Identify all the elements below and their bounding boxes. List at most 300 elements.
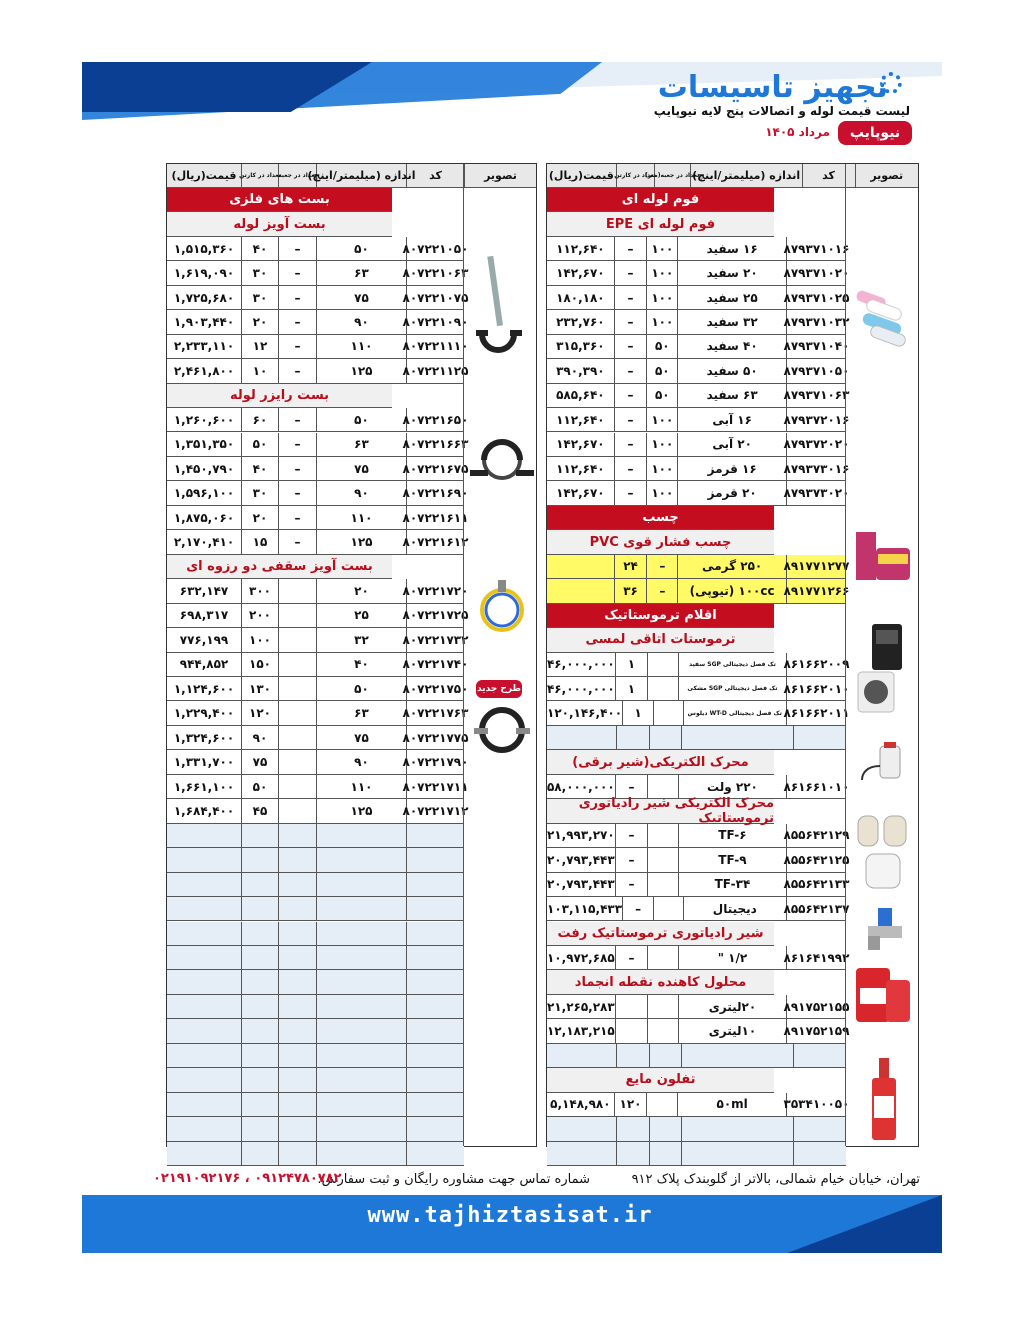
cell-size: ۹۰ bbox=[316, 310, 406, 333]
cell-box: ۱۰۰ bbox=[646, 261, 677, 284]
ceiling-clamp-image bbox=[470, 578, 534, 636]
cell-carton: – bbox=[614, 384, 647, 407]
table-row bbox=[547, 286, 850, 310]
cell-price bbox=[547, 726, 616, 749]
cell-box bbox=[647, 848, 678, 871]
cell-price bbox=[167, 995, 241, 1018]
cell-price: ۱۴۲,۶۷۰ bbox=[556, 486, 605, 501]
cell-size: ۹۰ bbox=[316, 481, 406, 504]
cell-price: ۱۸۰,۱۸۰ bbox=[556, 290, 605, 305]
header-image: تصویر bbox=[855, 164, 919, 187]
cell-size: ۱۱۰ bbox=[316, 775, 406, 798]
cell-carton: ۱ bbox=[615, 677, 647, 700]
table-row bbox=[547, 237, 850, 261]
subsection-title bbox=[167, 384, 392, 408]
section-title bbox=[547, 604, 774, 628]
cell-price: ۱۰,۹۷۲,۶۸۵ bbox=[546, 950, 615, 965]
cell-code: ۸۷۹۳۷۲۰۲۰ bbox=[786, 433, 846, 456]
cell-size: ۲۰ آبی bbox=[677, 433, 786, 456]
gear-icon bbox=[880, 72, 902, 94]
cell-code: ۸۷۹۳۷۳۰۱۶ bbox=[786, 457, 846, 480]
table-row bbox=[546, 653, 850, 677]
cell-box bbox=[649, 726, 681, 749]
cell-box bbox=[649, 1117, 681, 1140]
empty-row bbox=[167, 1117, 464, 1141]
cell-code bbox=[793, 1117, 846, 1140]
cell-carton bbox=[241, 946, 278, 969]
cell-price bbox=[547, 1044, 616, 1067]
cell-size: ۳۲ bbox=[316, 628, 406, 651]
cell-code bbox=[406, 1019, 464, 1042]
cell-price: ۱,۳۵۱,۳۵۰ bbox=[173, 437, 235, 452]
empty-row bbox=[167, 1093, 464, 1117]
cell-price: ۲۰,۷۹۳,۴۴۳ bbox=[546, 877, 615, 892]
empty-row bbox=[547, 726, 846, 750]
cell-size: ۷۵ bbox=[316, 286, 406, 309]
cell-box bbox=[647, 946, 678, 969]
table-row bbox=[546, 677, 850, 701]
cell-code bbox=[406, 873, 464, 896]
empty-row bbox=[547, 1117, 846, 1141]
cell-size: ۳۲ سفید bbox=[677, 310, 786, 333]
cell-price bbox=[167, 1019, 241, 1042]
cell-code bbox=[793, 1142, 846, 1165]
cell-price: ۴۶,۰۰۰,۰۰۰ bbox=[546, 657, 615, 672]
table-row bbox=[546, 848, 850, 872]
cell-size: دیجیتال bbox=[683, 897, 786, 920]
cell-size: ۱۱۰ bbox=[316, 335, 406, 358]
cell-carton bbox=[241, 995, 278, 1018]
table-row bbox=[167, 506, 469, 530]
cell-box bbox=[647, 653, 678, 676]
cell-box bbox=[653, 701, 682, 724]
cell-size: ۱۲۵ bbox=[316, 359, 406, 382]
table-row bbox=[547, 310, 850, 334]
table-row bbox=[167, 628, 469, 652]
cell-box: ۱۰۰ bbox=[646, 237, 677, 260]
cell-size: ۵۰ bbox=[316, 677, 406, 700]
table-row bbox=[167, 750, 469, 774]
cell-box: – bbox=[278, 481, 316, 504]
cell-price bbox=[167, 946, 241, 969]
cell-box bbox=[647, 995, 678, 1018]
cell-size: ۶۳ bbox=[316, 433, 406, 456]
electric-actuator-image bbox=[856, 740, 908, 782]
cell-code: ۸۰۷۲۲۱۷۹۰ bbox=[406, 750, 464, 773]
subsection-title bbox=[547, 750, 774, 774]
cell-size bbox=[681, 1117, 793, 1140]
cell-size: ۵۰ bbox=[316, 237, 406, 260]
table-row bbox=[167, 653, 469, 677]
table-row bbox=[167, 701, 469, 725]
subsection-title bbox=[547, 1068, 774, 1092]
cell-code: ۸۰۷۲۲۱۶۷۵ bbox=[406, 457, 464, 480]
table-row bbox=[167, 726, 469, 750]
subsection-label: بست آویز لوله bbox=[233, 216, 326, 232]
table-row bbox=[167, 237, 469, 261]
cell-size: ۶۳ bbox=[316, 701, 406, 724]
table-row bbox=[167, 799, 469, 823]
cell-carton: – bbox=[614, 310, 647, 333]
cell-code: ۸۹۱۷۵۲۱۵۵ bbox=[786, 995, 846, 1018]
cell-carton: ۹۰ bbox=[241, 726, 278, 749]
empty-row bbox=[167, 946, 464, 970]
cell-code bbox=[406, 824, 464, 847]
cell-size: ۷۵ bbox=[316, 457, 406, 480]
subsection-label: شیر رادیاتوری ترموستاتیک رفت bbox=[557, 925, 764, 941]
cell-size: تک فصل دیجیتالی SGP مشکی bbox=[678, 677, 786, 700]
date-label: مرداد ۱۴۰۵ bbox=[765, 125, 830, 139]
cell-carton: ۱۵۰ bbox=[241, 653, 278, 676]
cell-size: ۱۰لیتری bbox=[678, 1019, 786, 1042]
cell-box bbox=[278, 579, 316, 602]
cell-size: ۱۰۰cc (تیوپی) bbox=[677, 579, 786, 602]
empty-row bbox=[547, 1142, 846, 1166]
cell-box bbox=[278, 1068, 316, 1091]
section-label: اقلام ترموستاتیک bbox=[604, 607, 717, 623]
cell-size bbox=[316, 873, 406, 896]
cell-size: ۲۵ سفید bbox=[677, 286, 786, 309]
cell-size: ۲۰ سفید bbox=[677, 261, 786, 284]
cell-box: – bbox=[278, 530, 316, 553]
section-title bbox=[547, 188, 774, 212]
cell-code bbox=[406, 897, 464, 920]
cell-box bbox=[278, 897, 316, 920]
cell-carton bbox=[241, 1044, 278, 1067]
header-price: قیمت(ریال) bbox=[548, 169, 614, 182]
cell-price: ۱۴۲,۶۷۰ bbox=[556, 266, 605, 281]
cell-carton bbox=[616, 726, 650, 749]
cell-price: ۱,۶۶۱,۱۰۰ bbox=[173, 779, 235, 794]
cell-box bbox=[649, 1044, 681, 1067]
cell-carton bbox=[241, 848, 278, 871]
cell-carton bbox=[241, 897, 278, 920]
table-row bbox=[547, 457, 850, 481]
cell-carton bbox=[241, 1142, 278, 1165]
cell-size bbox=[681, 1044, 793, 1067]
table-row bbox=[167, 286, 469, 310]
cell-size bbox=[316, 1117, 406, 1140]
empty-row bbox=[167, 970, 464, 994]
cell-price: ۱,۲۲۹,۴۰۰ bbox=[173, 706, 235, 721]
table-row bbox=[547, 897, 850, 921]
cell-size: TF-۹ bbox=[678, 848, 786, 871]
cell-box: ۵۰ bbox=[646, 359, 677, 382]
table-row bbox=[167, 481, 469, 505]
cell-box bbox=[278, 1142, 316, 1165]
cell-carton: – bbox=[614, 237, 647, 260]
cell-size bbox=[316, 1093, 406, 1116]
cell-carton: ۱۲۰ bbox=[614, 1093, 647, 1116]
cell-carton: – bbox=[614, 286, 647, 309]
table-row bbox=[547, 1093, 850, 1117]
cell-box bbox=[278, 922, 316, 945]
cell-box: ۵۰ bbox=[646, 335, 677, 358]
cell-box bbox=[278, 628, 316, 651]
cell-price: ۲,۱۷۰,۴۱۰ bbox=[173, 535, 235, 550]
cell-box bbox=[278, 995, 316, 1018]
empty-row bbox=[167, 1019, 464, 1043]
cell-carton: – bbox=[614, 335, 647, 358]
cell-carton: ۳۰ bbox=[241, 481, 278, 504]
cell-code bbox=[793, 1044, 846, 1067]
cell-size bbox=[316, 1044, 406, 1067]
subsection-label: ترموستات اتاقی لمسی bbox=[585, 632, 736, 648]
cell-carton bbox=[241, 1117, 278, 1140]
cell-carton: ۴۰ bbox=[241, 237, 278, 260]
cell-code bbox=[406, 1068, 464, 1091]
cell-box: – bbox=[278, 310, 316, 333]
cell-box: ۱۰۰ bbox=[646, 481, 677, 504]
empty-row bbox=[167, 922, 464, 946]
cell-size: ۴۰ سفید bbox=[677, 335, 786, 358]
cell-price bbox=[167, 848, 241, 871]
cell-code: ۸۰۷۲۲۱۷۶۳ bbox=[406, 701, 464, 724]
cell-price: ۱,۹۰۳,۴۴۰ bbox=[173, 314, 235, 329]
cell-code: ۸۰۷۲۲۱۷۱۲ bbox=[406, 799, 464, 822]
cell-code: ۸۶۱۶۶۲۰۰۹ bbox=[786, 653, 846, 676]
cell-box: – bbox=[278, 335, 316, 358]
cell-box bbox=[278, 604, 316, 627]
table-row bbox=[546, 1019, 850, 1043]
cell-carton: ۱۲۰ bbox=[241, 701, 278, 724]
cell-code: ۸۵۵۶۴۲۱۲۵ bbox=[786, 848, 846, 871]
empty-row bbox=[167, 1068, 464, 1092]
cell-price: ۵,۱۴۸,۹۸۰ bbox=[550, 1097, 611, 1112]
foam-pipes-image bbox=[852, 290, 914, 350]
cell-carton bbox=[616, 1044, 650, 1067]
table-row bbox=[547, 261, 850, 285]
cell-code: ۸۰۷۲۲۱۷۲۰ bbox=[406, 579, 464, 602]
header-box: تعداد در جعبه(متر) bbox=[654, 164, 690, 187]
glue-product-image bbox=[852, 526, 914, 586]
cell-code: ۸۰۷۲۲۱۶۵۰ bbox=[406, 408, 464, 431]
logo: تجهیز تاسیسات bbox=[657, 70, 888, 105]
cell-price: ۱۱۲,۶۴۰ bbox=[556, 461, 605, 476]
cell-code: ۸۹۱۷۷۱۲۷۷ bbox=[786, 555, 846, 578]
thermostatic-heads-image bbox=[852, 812, 914, 892]
cell-carton: ۴۰ bbox=[241, 457, 278, 480]
cell-price bbox=[167, 897, 241, 920]
cell-price: ۱۱۲,۶۴۰ bbox=[556, 412, 605, 427]
cell-code: ۸۵۵۶۴۲۱۳۷ bbox=[786, 897, 846, 920]
cell-code bbox=[406, 848, 464, 871]
cell-price: ۹۴۴,۸۵۲ bbox=[179, 657, 229, 672]
cell-box bbox=[646, 1093, 677, 1116]
footer-phones: ۰۲۱۹۱۰۹۲۱۷۶ ، ۰۹۱۲۴۷۸۰۷۸۲ bbox=[153, 1171, 342, 1186]
cell-price bbox=[547, 579, 614, 602]
cell-code: ۸۰۷۲۲۱۰۵۰ bbox=[406, 237, 464, 260]
cell-price bbox=[167, 970, 241, 993]
pipe-hanger-image bbox=[470, 250, 530, 370]
cell-size: ۶۳ سفید bbox=[677, 384, 786, 407]
table-row bbox=[167, 530, 469, 554]
cell-code: ۸۰۷۲۲۱۱۱۰ bbox=[406, 335, 464, 358]
cell-carton bbox=[241, 824, 278, 847]
liquid-teflon-image bbox=[862, 1056, 906, 1144]
cell-size bbox=[316, 946, 406, 969]
table-row bbox=[167, 579, 469, 603]
cell-size: ۵۰ bbox=[316, 408, 406, 431]
image-column-divider bbox=[845, 164, 846, 1146]
cell-size: ۱/۲ " bbox=[678, 946, 786, 969]
subsection-title bbox=[167, 212, 392, 236]
cell-box: ۱۰۰ bbox=[646, 408, 677, 431]
cell-size bbox=[316, 995, 406, 1018]
page-subtitle: لیست قیمت لوله و اتصالات پنج لایه نیوپایپ bbox=[653, 104, 910, 118]
cell-box bbox=[647, 873, 678, 896]
cell-code: ۸۰۷۲۲۱۶۶۳ bbox=[406, 433, 464, 456]
cell-size: ۱۲۵ bbox=[316, 530, 406, 553]
cell-price bbox=[167, 1117, 241, 1140]
cell-code: ۸۷۹۳۷۲۰۱۶ bbox=[786, 408, 846, 431]
rubber-clamp-image bbox=[470, 700, 534, 758]
cell-carton: – bbox=[615, 775, 647, 798]
cell-code bbox=[406, 1117, 464, 1140]
cell-box bbox=[278, 653, 316, 676]
cell-carton bbox=[241, 1019, 278, 1042]
cell-carton: ۳۰۰ bbox=[241, 579, 278, 602]
cell-price bbox=[167, 1093, 241, 1116]
cell-code: ۸۹۱۷۷۱۲۶۶ bbox=[786, 579, 846, 602]
subsection-label: محلول کاهنده نقطه انجماد bbox=[574, 974, 747, 990]
table-row bbox=[547, 433, 850, 457]
cell-carton bbox=[615, 1019, 647, 1042]
cell-carton: ۴۵ bbox=[241, 799, 278, 822]
empty-row bbox=[167, 897, 464, 921]
cell-box: – bbox=[278, 286, 316, 309]
cell-price: ۱,۵۹۶,۱۰۰ bbox=[173, 486, 235, 501]
riser-clamp-image bbox=[470, 430, 534, 490]
cell-size: تک فصل دیجیتالی SGP سفید bbox=[678, 653, 786, 676]
cell-box bbox=[278, 970, 316, 993]
cell-price: ۴۶,۰۰۰,۰۰۰ bbox=[546, 681, 615, 696]
cell-size: ۵۰ سفید bbox=[677, 359, 786, 382]
cell-code: ۸۰۷۲۲۱۷۲۵ bbox=[406, 604, 464, 627]
cell-code: ۸۰۷۲۲۱۶۹۰ bbox=[406, 481, 464, 504]
cell-price: ۱,۱۲۴,۶۰۰ bbox=[173, 681, 235, 696]
cell-size bbox=[316, 1068, 406, 1091]
table-row bbox=[167, 408, 469, 432]
cell-code: ۸۰۷۲۲۱۷۴۰ bbox=[406, 653, 464, 676]
header-price: قیمت(ریال) bbox=[171, 169, 237, 182]
header-size: اندازه (میلیمتر/اینچ) bbox=[690, 164, 802, 187]
cell-price: ۱,۶۸۴,۴۰۰ bbox=[173, 803, 235, 818]
cell-price: ۵۸,۰۰۰,۰۰۰ bbox=[546, 779, 615, 794]
cell-carton: – bbox=[614, 433, 647, 456]
table-row bbox=[547, 408, 850, 432]
cell-size bbox=[681, 726, 793, 749]
cell-box bbox=[278, 750, 316, 773]
footer-address: تهران، خیابان خیام شمالی، بالاتر از گلوبندک پلاک ۹۱۲ bbox=[631, 1172, 920, 1187]
empty-row bbox=[167, 848, 464, 872]
cell-size: ۱۶ قرمز bbox=[677, 457, 786, 480]
cell-price bbox=[167, 824, 241, 847]
cell-size: ۷۵ bbox=[316, 726, 406, 749]
cell-code: ۸۰۷۲۲۱۰۶۳ bbox=[406, 261, 464, 284]
cell-carton: ۵۰ bbox=[241, 775, 278, 798]
cell-code bbox=[406, 1093, 464, 1116]
table-row bbox=[547, 359, 850, 383]
website-link[interactable]: www.tajhiztasisat.ir bbox=[367, 1203, 653, 1228]
cell-code: ۸۷۹۳۷۳۰۲۰ bbox=[786, 481, 846, 504]
cell-code: ۸۰۷۲۲۱۷۷۵ bbox=[406, 726, 464, 749]
header-box: تعداد در جعبه bbox=[278, 164, 316, 187]
cell-size: ۲۵۰ گرمی bbox=[677, 555, 786, 578]
cell-price bbox=[167, 922, 241, 945]
subsection-title bbox=[167, 555, 392, 579]
cell-price: ۱,۳۲۴,۶۰۰ bbox=[173, 730, 235, 745]
cell-box bbox=[278, 848, 316, 871]
cell-code: ۸۰۷۲۲۱۰۹۰ bbox=[406, 310, 464, 333]
cell-code: ۸۷۹۳۷۱۰۶۳ bbox=[786, 384, 846, 407]
cell-carton: ۱۵ bbox=[241, 530, 278, 553]
cell-code: ۸۷۹۳۷۱۰۳۲ bbox=[786, 310, 846, 333]
cell-code bbox=[406, 995, 464, 1018]
cell-price: ۱۱۲,۶۴۰ bbox=[556, 241, 605, 256]
cell-carton: – bbox=[614, 359, 647, 382]
cell-carton bbox=[241, 922, 278, 945]
section-label: چسب bbox=[642, 510, 679, 526]
cell-box: ۱۰۰ bbox=[646, 310, 677, 333]
cell-carton: ۵۰ bbox=[241, 433, 278, 456]
cell-price: ۲۳۲,۷۶۰ bbox=[556, 314, 605, 329]
cell-size: ۲۰ bbox=[316, 579, 406, 602]
cell-code: ۸۰۷۲۲۱۷۵۰ bbox=[406, 677, 464, 700]
cell-box bbox=[649, 1142, 681, 1165]
subsection-title bbox=[547, 212, 774, 236]
cell-price: ۳۹۰,۳۹۰ bbox=[556, 363, 605, 378]
cell-price: ۱۲۰,۱۴۶,۴۰۰ bbox=[547, 706, 623, 721]
section-title bbox=[167, 188, 392, 212]
cell-box bbox=[278, 677, 316, 700]
cell-price bbox=[167, 1044, 241, 1067]
section-title bbox=[547, 506, 774, 530]
cell-box: – bbox=[278, 237, 316, 260]
cell-size bbox=[316, 848, 406, 871]
cell-code: ۸۶۱۶۴۱۹۹۲ bbox=[786, 946, 846, 969]
cell-size: تک فصل دیجیتالی WT-D دیلوس bbox=[683, 701, 786, 724]
cell-price: ۳۱۵,۳۶۰ bbox=[556, 339, 605, 354]
cell-box bbox=[278, 1044, 316, 1067]
cell-price: ۲۰,۷۹۳,۴۴۳ bbox=[546, 852, 615, 867]
cell-price: ۲۱,۲۶۵,۲۸۳ bbox=[546, 999, 615, 1014]
cell-size bbox=[316, 897, 406, 920]
cell-carton bbox=[616, 1117, 650, 1140]
cell-price: ۱,۵۱۵,۳۶۰ bbox=[173, 241, 235, 256]
table-row bbox=[167, 261, 469, 285]
subsection-title bbox=[547, 628, 774, 652]
cell-code: ۸۷۹۳۷۱۰۲۰ bbox=[786, 261, 846, 284]
subsection-title bbox=[547, 795, 774, 826]
empty-row bbox=[167, 873, 464, 897]
cell-box bbox=[278, 1019, 316, 1042]
cell-box bbox=[278, 946, 316, 969]
subsection-label: محرک الکتریکی شیر رادیاتوری ترموستاتیک bbox=[578, 795, 774, 826]
cell-code: ۸۵۵۶۴۲۱۲۹ bbox=[786, 824, 846, 847]
cell-carton: ۲۰ bbox=[241, 310, 278, 333]
subsection-label: بست رایزر لوله bbox=[229, 387, 330, 403]
cell-size: TF-۶ bbox=[678, 824, 786, 847]
table-row bbox=[167, 677, 469, 701]
cell-size: ۶۳ bbox=[316, 261, 406, 284]
cell-carton: ۲۴ bbox=[614, 555, 647, 578]
cell-carton bbox=[241, 873, 278, 896]
cell-carton: – bbox=[614, 481, 647, 504]
subsection-title bbox=[547, 530, 774, 554]
table-row bbox=[167, 335, 469, 359]
cell-size bbox=[316, 1142, 406, 1165]
